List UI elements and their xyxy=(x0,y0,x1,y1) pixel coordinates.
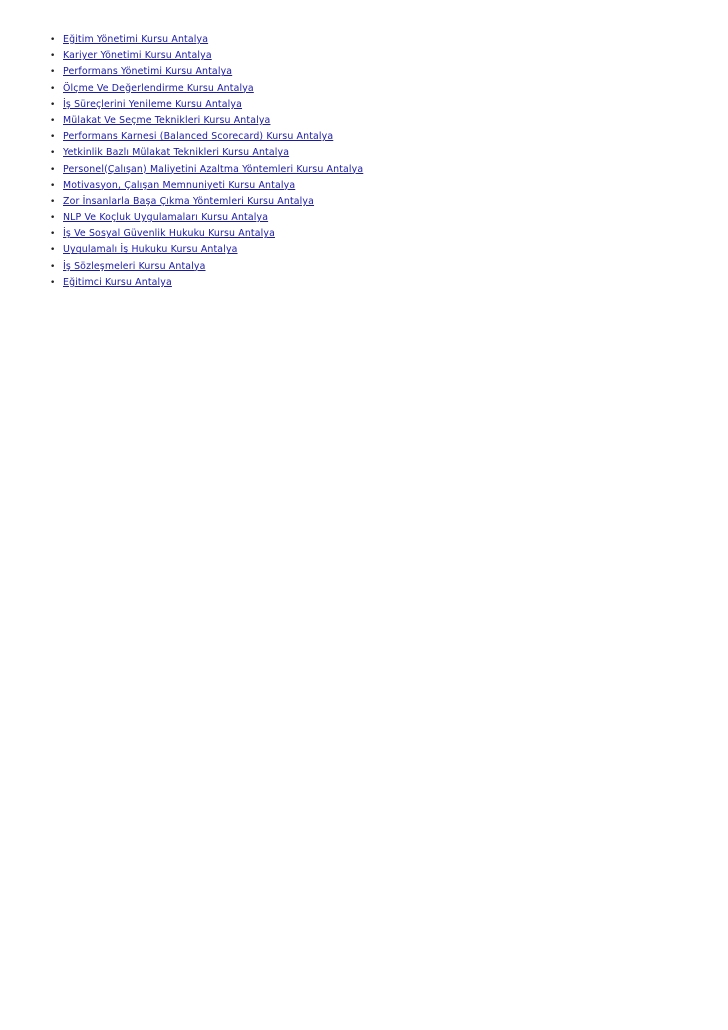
list-item xyxy=(50,259,363,275)
course-link[interactable]: Performans Yönetimi Kursu Antalya xyxy=(63,66,233,78)
course-link[interactable]: Mülakat Ve Seçme Teknikleri Kursu Antalya xyxy=(63,114,271,126)
course-link[interactable]: İş Sözleşmeleri Kursu Antalya xyxy=(63,260,206,272)
course-link[interactable]: Performans Karnesi (Balanced Scorecard) Kursu Antalya xyxy=(63,131,334,143)
list-item xyxy=(50,178,363,194)
list-item xyxy=(50,275,363,291)
list-item xyxy=(50,194,363,210)
course-link[interactable]: İş Süreçlerini Yenileme Kursu Antalya xyxy=(63,98,243,110)
bullet-icon: • xyxy=(50,196,56,207)
course-link[interactable]: Ölçme Ve Değerlendirme Kursu Antalya xyxy=(63,82,254,94)
course-link[interactable]: Motivasyon, Çalışan Memnuniyeti Kursu Antalya xyxy=(63,179,296,191)
course-link[interactable]: Zor İnsanlarla Başa Çıkma Yöntemleri Kursu Antalya xyxy=(63,195,315,207)
bullet-icon: • xyxy=(50,115,56,126)
bullet-icon: • xyxy=(50,51,56,62)
list-item xyxy=(50,113,363,129)
list-item xyxy=(50,97,363,113)
list-item xyxy=(50,210,363,226)
bullet-icon: • xyxy=(50,229,56,240)
bullet-icon: • xyxy=(50,83,56,94)
list-item xyxy=(50,129,363,145)
course-link[interactable]: Personel(Çalışan) Maliyetini Azaltma Yöntemleri Kursu Antalya xyxy=(63,163,364,175)
bullet-icon: • xyxy=(50,148,56,159)
list-item xyxy=(50,64,363,80)
course-link[interactable]: İş Ve Sosyal Güvenlik Hukuku Kursu Antalya xyxy=(63,228,275,240)
list-item xyxy=(50,145,363,161)
bullet-icon: • xyxy=(50,132,56,143)
course-link-list xyxy=(50,32,363,291)
course-link[interactable]: Yetkinlik Bazlı Mülakat Teknikleri Kursu Antalya xyxy=(63,147,290,159)
list-item xyxy=(50,162,363,178)
bullet-icon: • xyxy=(50,180,56,191)
course-link[interactable]: Eğitim Yönetimi Kursu Antalya xyxy=(63,34,209,45)
course-link[interactable]: Kariyer Yönetimi Kursu Antalya xyxy=(63,50,212,62)
bullet-icon: • xyxy=(50,261,56,272)
list-item xyxy=(50,81,363,97)
bullet-icon: • xyxy=(50,67,56,78)
list-item xyxy=(50,32,363,48)
bullet-icon: • xyxy=(50,99,56,110)
bullet-icon: • xyxy=(50,245,56,256)
bullet-icon: • xyxy=(50,277,56,288)
course-link[interactable]: NLP Ve Koçluk Uygulamaları Kursu Antalya xyxy=(63,212,269,224)
course-link[interactable]: Uygulamalı İş Hukuku Kursu Antalya xyxy=(63,244,238,256)
list-item xyxy=(50,226,363,242)
bullet-icon: • xyxy=(50,164,56,175)
list-item xyxy=(50,48,363,64)
course-link[interactable]: Eğitimci Kursu Antalya xyxy=(63,276,172,288)
list-item xyxy=(50,242,363,258)
bullet-icon: • xyxy=(50,213,56,224)
bullet-icon: • xyxy=(50,35,56,45)
